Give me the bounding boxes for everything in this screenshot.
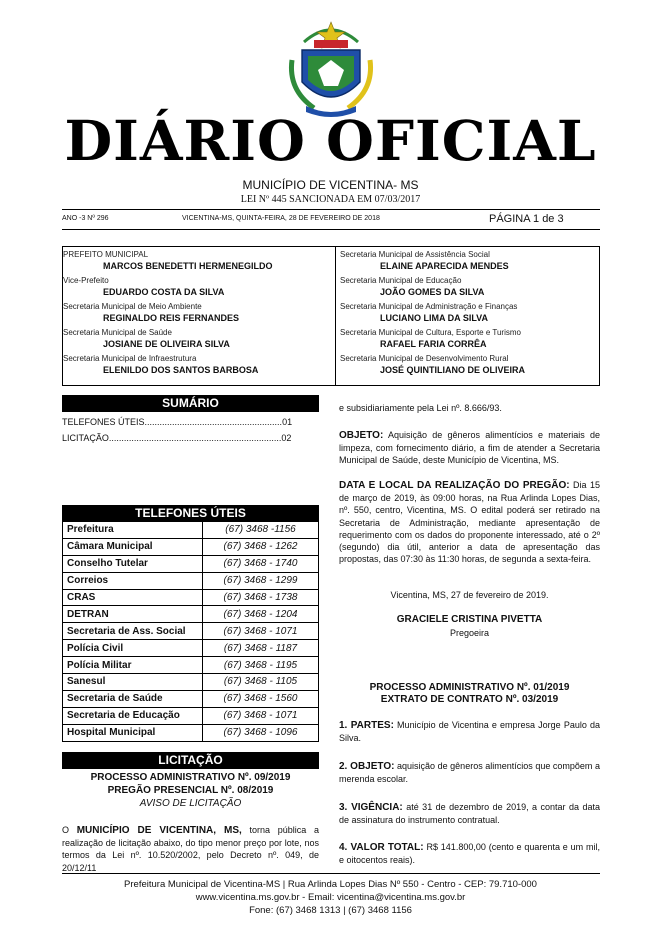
municipio-name: MUNICÍPIO DE VICENTINA- MS bbox=[242, 178, 419, 192]
licitacao-aviso: AVISO DE LICITAÇÃO bbox=[139, 798, 242, 809]
officials-left-column bbox=[63, 249, 331, 379]
phone-number: (67) 3468 - 1105 bbox=[203, 674, 319, 691]
sumario-item-page: 02 bbox=[281, 433, 292, 443]
extrato-title: EXTRATO DE CONTRATO Nº. 03/2019 bbox=[380, 694, 559, 705]
officials-divider bbox=[335, 247, 336, 385]
licitacao-intro-prefix: O bbox=[62, 825, 77, 835]
footer-address: Prefeitura Municipal de Vicentina-MS | Rua Arlinda Lopes Dias Nº 550 - Centro - CEP: 79.710-000 bbox=[124, 879, 537, 890]
table-row bbox=[63, 572, 319, 589]
data-local-paragraph bbox=[339, 479, 600, 565]
licitacao-intro-bold: MUNICÍPIO DE VICENTINA, MS, bbox=[76, 825, 242, 836]
processo2-title: PROCESSO ADMINISTRATIVO Nº. 01/2019 bbox=[369, 682, 570, 693]
vigencia-label: 3. VIGÊNCIA: bbox=[339, 802, 403, 813]
table-row bbox=[63, 555, 319, 572]
official-name: RAFAEL FARIA CORRÊA bbox=[380, 339, 487, 349]
table-row bbox=[63, 724, 319, 741]
official-name: LUCIANO LIMA DA SILVA bbox=[380, 313, 488, 323]
licitacao-header: LICITAÇÃO bbox=[62, 752, 319, 769]
phone-name: Secretaria de Saúde bbox=[63, 690, 203, 707]
licitacao-processo: PROCESSO ADMINISTRATIVO Nº. 09/2019 bbox=[90, 772, 291, 783]
signer-name: GRACIELE CRISTINA PIVETTA bbox=[396, 614, 543, 625]
phone-name: Câmara Municipal bbox=[63, 538, 203, 555]
phone-number: (67) 3468 - 1071 bbox=[203, 707, 319, 724]
phone-number: (67) 3468 - 1071 bbox=[203, 623, 319, 640]
phone-number: (67) 3468 - 1262 bbox=[203, 538, 319, 555]
sumario-dots: ....................................................... bbox=[144, 417, 283, 427]
official-role: Secretaria Municipal de Desenvolvimento Rural bbox=[340, 354, 509, 363]
official-role: PREFEITO MUNICIPAL bbox=[63, 250, 149, 259]
official-role: Secretaria Municipal de Saúde bbox=[63, 328, 172, 337]
objeto-label: OBJETO: bbox=[339, 430, 384, 441]
official-role: Secretaria Municipal de Educação bbox=[340, 276, 462, 285]
phone-number: (67) 3468 - 1187 bbox=[203, 640, 319, 657]
sumario-dots: ..................................................................... bbox=[108, 433, 282, 443]
phone-number: (67) 3468 - 1740 bbox=[203, 555, 319, 572]
phone-number: (67) 3468 - 1299 bbox=[203, 572, 319, 589]
official-entry bbox=[63, 327, 331, 353]
partes-label: 1. PARTES: bbox=[339, 720, 394, 731]
official-entry bbox=[63, 275, 331, 301]
footer-rule bbox=[62, 873, 600, 874]
table-row bbox=[63, 674, 319, 691]
official-role: Vice-Prefeito bbox=[63, 276, 109, 285]
objeto2-label: 2. OBJETO: bbox=[339, 761, 395, 772]
licitacao-intro bbox=[62, 824, 319, 874]
sumario-item[interactable] bbox=[62, 416, 319, 428]
sumario-item-page: 01 bbox=[282, 417, 293, 427]
issue-number: ANO -3 Nº 296 bbox=[62, 215, 109, 222]
sumario-item[interactable] bbox=[62, 432, 319, 444]
municipal-coat-of-arms-icon bbox=[284, 20, 378, 120]
phone-number: (67) 3468 - 1204 bbox=[203, 606, 319, 623]
official-role: Secretaria Municipal de Administração e Finanças bbox=[340, 302, 518, 311]
table-row bbox=[63, 623, 319, 640]
vigencia-text: até 31 de dezembro de 2019, a contar da data de assinatura do instrumento contratual. bbox=[339, 802, 600, 826]
table-row bbox=[63, 657, 319, 674]
valor-text: R$ 141.800,00 (cento e quarenta e um mil, e oitocentos reais). bbox=[339, 842, 600, 866]
page-number: PÁGINA 1 de 3 bbox=[489, 213, 564, 225]
objeto-paragraph bbox=[339, 429, 600, 467]
phone-number: (67) 3468 - 1738 bbox=[203, 589, 319, 606]
phone-name: Correios bbox=[63, 572, 203, 589]
official-entry bbox=[340, 327, 600, 353]
phone-name: DETRAN bbox=[63, 606, 203, 623]
phone-name: Hospital Municipal bbox=[63, 724, 203, 741]
official-role: Secretaria Municipal de Assistência Social bbox=[340, 250, 490, 259]
official-role: Secretaria Municipal de Cultura, Esporte e Turismo bbox=[340, 328, 521, 337]
signer-role: Pregoeira bbox=[449, 628, 490, 638]
sumario-item-label: LICITAÇÃO bbox=[62, 433, 109, 443]
partes-paragraph bbox=[339, 719, 600, 744]
licitacao-intro-text: torna pública a realização de licitação abaixo, do tipo menor preço por lote, nos termos da Lei nº. 10.520/2002, pelo Decreto nº. 049, de 20/12/11 bbox=[62, 825, 319, 873]
telefones-header: TELEFONES ÚTEIS bbox=[62, 505, 319, 522]
officials-box bbox=[62, 246, 600, 386]
phone-number: (67) 3468 - 1195 bbox=[203, 657, 319, 674]
phone-number: (67) 3468 - 1096 bbox=[203, 724, 319, 741]
local-data-line: Vicentina, MS, 27 de fevereiro de 2019. bbox=[390, 590, 549, 600]
official-name: JOSIANE DE OLIVEIRA SILVA bbox=[103, 339, 230, 349]
objeto2-paragraph bbox=[339, 760, 600, 785]
official-name: EDUARDO COSTA DA SILVA bbox=[103, 287, 225, 297]
partes-text: Município de Vicentina e empresa Jorge Paulo da Silva. bbox=[339, 720, 600, 744]
officials-right-column bbox=[340, 249, 600, 379]
objeto2-text: aquisição de gêneros alimentícios que compõem a merenda escolar. bbox=[339, 761, 600, 785]
phone-name: Sanesul bbox=[63, 674, 203, 691]
objeto-text: Aquisição de gêneros alimentícios e materiais de limpeza, com fornecimento diário, a fim de atender a Secretaria Municipal de Saúde, deste Município de Vicentina, MS. bbox=[339, 430, 600, 466]
sumario-header: SUMÁRIO bbox=[62, 395, 319, 412]
valor-label: 4. VALOR TOTAL: bbox=[339, 842, 424, 853]
official-entry bbox=[63, 353, 331, 379]
official-name: ELAINE APARECIDA MENDES bbox=[380, 261, 509, 271]
official-entry bbox=[340, 301, 600, 327]
official-name: MARCOS BENEDETTI HERMENEGILDO bbox=[103, 261, 273, 271]
masthead-title: DIÁRIO OFICIAL bbox=[64, 108, 597, 173]
table-row bbox=[63, 690, 319, 707]
table-row bbox=[63, 606, 319, 623]
data-local-text: Dia 15 de março de 2019, às 09:00 horas, na Rua Arlinda Lopes Dias, nº. 550, centro, Vicentina, MS. O edital poderá ser retirado na Secretaria de Administração, mediante apresentação de requerimento com os dados do proponente interessado, até o 2º (segundo) dia útil, anterior a data de apresentação das propostas, das 07:30 às 11:30 horas, de segunda a sexta-feira. bbox=[339, 480, 600, 565]
official-name: JOÃO GOMES DA SILVA bbox=[380, 287, 485, 297]
official-name: REGINALDO REIS FERNANDES bbox=[103, 313, 240, 323]
issue-date: VICENTINA-MS, QUINTA-FEIRA, 28 DE FEVEREIRO DE 2018 bbox=[182, 215, 380, 222]
footer-phones: Fone: (67) 3468 1313 | (67) 3468 1156 bbox=[249, 905, 412, 916]
official-entry bbox=[340, 353, 600, 379]
data-local-label: DATA E LOCAL DA REALIZAÇÃO DO PREGÃO: bbox=[339, 480, 570, 491]
phone-number: (67) 3468 - 1560 bbox=[203, 690, 319, 707]
official-entry bbox=[340, 249, 600, 275]
phone-name: Secretaria de Ass. Social bbox=[63, 623, 203, 640]
footer-web-email[interactable]: www.vicentina.ms.gov.br - Email: vicentina@vicentina.ms.gov.br bbox=[195, 892, 466, 903]
official-role: Secretaria Municipal de Meio Ambiente bbox=[63, 302, 202, 311]
lei-sanction: LEI Nº 445 SANCIONADA EM 07/03/2017 bbox=[240, 194, 421, 205]
official-entry bbox=[340, 275, 600, 301]
official-entry bbox=[63, 249, 331, 275]
phone-name: CRAS bbox=[63, 589, 203, 606]
phone-number: (67) 3468 -1156 bbox=[203, 522, 319, 539]
table-row bbox=[63, 640, 319, 657]
table-row bbox=[63, 538, 319, 555]
header-rule-bottom bbox=[62, 229, 600, 230]
table-row bbox=[63, 707, 319, 724]
phone-name: Prefeitura bbox=[63, 522, 203, 539]
official-entry bbox=[63, 301, 331, 327]
lei-continuation: e subsidiariamente pela Lei nº. 8.666/93. bbox=[339, 403, 502, 413]
table-row bbox=[63, 589, 319, 606]
official-name: JOSÉ QUINTILIANO DE OLIVEIRA bbox=[380, 365, 526, 375]
phone-name: Polícia Militar bbox=[63, 657, 203, 674]
sumario-item-label: TELEFONES ÚTEIS bbox=[62, 417, 145, 427]
table-row bbox=[63, 522, 319, 539]
phone-name: Polícia Civil bbox=[63, 640, 203, 657]
vigencia-paragraph bbox=[339, 801, 600, 826]
licitacao-pregao: PREGÃO PRESENCIAL Nº. 08/2019 bbox=[107, 785, 274, 796]
phone-name: Conselho Tutelar bbox=[63, 555, 203, 572]
phone-name: Secretaria de Educação bbox=[63, 707, 203, 724]
official-role: Secretaria Municipal de Infraestrutura bbox=[63, 354, 197, 363]
header-rule-top bbox=[62, 209, 600, 210]
official-name: ELENILDO DOS SANTOS BARBOSA bbox=[103, 365, 259, 375]
valor-paragraph bbox=[339, 841, 600, 866]
telefones-table bbox=[62, 521, 319, 742]
